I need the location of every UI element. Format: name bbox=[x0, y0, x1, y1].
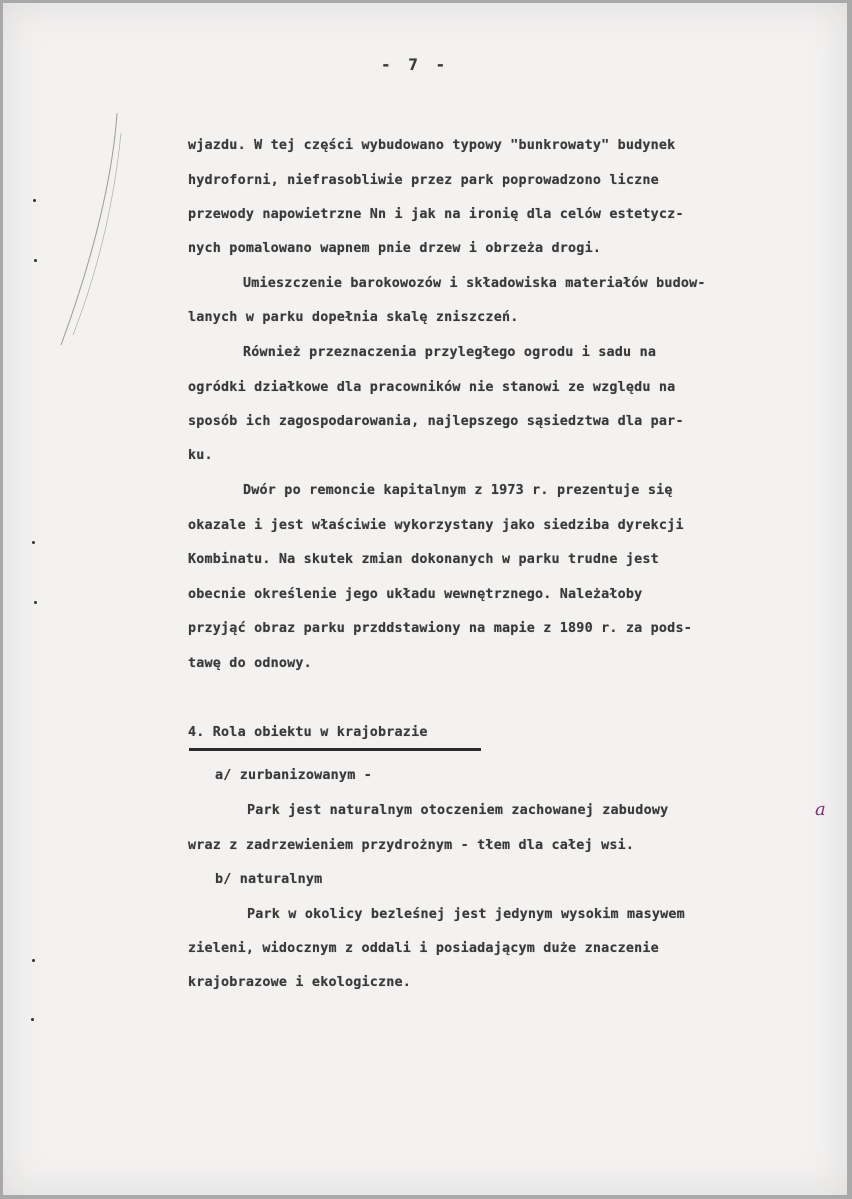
body-line: obecnie określenie jego układu wewnętrznego. Należałoby bbox=[188, 587, 643, 602]
body-line: Park jest naturalnym otoczeniem zachowanej zabudowy bbox=[247, 803, 669, 818]
handwritten-correction: a bbox=[815, 799, 826, 820]
margin-speck bbox=[34, 259, 37, 262]
heading-underline bbox=[189, 748, 481, 751]
margin-speck bbox=[31, 1018, 34, 1021]
margin-speck bbox=[33, 199, 36, 202]
margin-speck bbox=[32, 959, 35, 962]
document-page bbox=[3, 3, 847, 1195]
body-line: hydroforni, niefrasobliwie przez park poprowadzono liczne bbox=[188, 173, 659, 188]
body-line: tawę do odnowy. bbox=[188, 656, 312, 671]
margin-speck bbox=[34, 601, 37, 604]
body-line: lanych w parku dopełnia skalę zniszczeń. bbox=[188, 310, 519, 325]
body-line: ogródki działkowe dla pracowników nie stanowi ze względu na bbox=[188, 380, 676, 395]
body-line: Kombinatu. Na skutek zmian dokonanych w parku trudne jest bbox=[188, 552, 659, 567]
paper-crease-mark bbox=[55, 113, 135, 353]
page-number: - 7 - bbox=[381, 55, 450, 74]
body-line: Również przeznaczenia przyległego ogrodu i sadu na bbox=[243, 345, 657, 360]
body-line: nych pomalowano wapnem pnie drzew i obrzeża drogi. bbox=[188, 241, 602, 256]
body-line: wraz z zadrzewieniem przydrożnym - tłem dla całej wsi. bbox=[188, 838, 635, 853]
body-line: przyjąć obraz parku przddstawiony na mapie z 1890 r. za pods- bbox=[188, 621, 692, 636]
body-line: sposób ich zagospodarowania, najlepszego sąsiedztwa dla par- bbox=[188, 414, 684, 429]
body-line: Park w okolicy bezleśnej jest jedynym wysokim masywem bbox=[247, 907, 685, 922]
body-line: krajobrazowe i ekologiczne. bbox=[188, 975, 412, 990]
subsection-label: a/ zurbanizowanym - bbox=[215, 768, 372, 783]
margin-speck bbox=[32, 541, 35, 544]
section-heading: 4. Rola obiektu w krajobrazie bbox=[188, 725, 428, 740]
body-line: zieleni, widocznym z oddali i posiadającym duże znaczenie bbox=[188, 941, 659, 956]
body-line: wjazdu. W tej części wybudowano typowy "bunkrowaty" budynek bbox=[188, 138, 676, 153]
body-line: przewody napowietrzne Nn i jak na ironię dla celów estetycz- bbox=[188, 207, 684, 222]
body-line: okazale i jest właściwie wykorzystany jako siedziba dyrekcji bbox=[188, 518, 684, 533]
subsection-label: b/ naturalnym bbox=[215, 872, 323, 887]
body-line: Dwór po remoncie kapitalnym z 1973 r. prezentuje się bbox=[243, 483, 673, 498]
body-line: Umieszczenie barokowozów i składowiska materiałów budow- bbox=[243, 276, 706, 291]
body-line: ku. bbox=[188, 448, 213, 463]
